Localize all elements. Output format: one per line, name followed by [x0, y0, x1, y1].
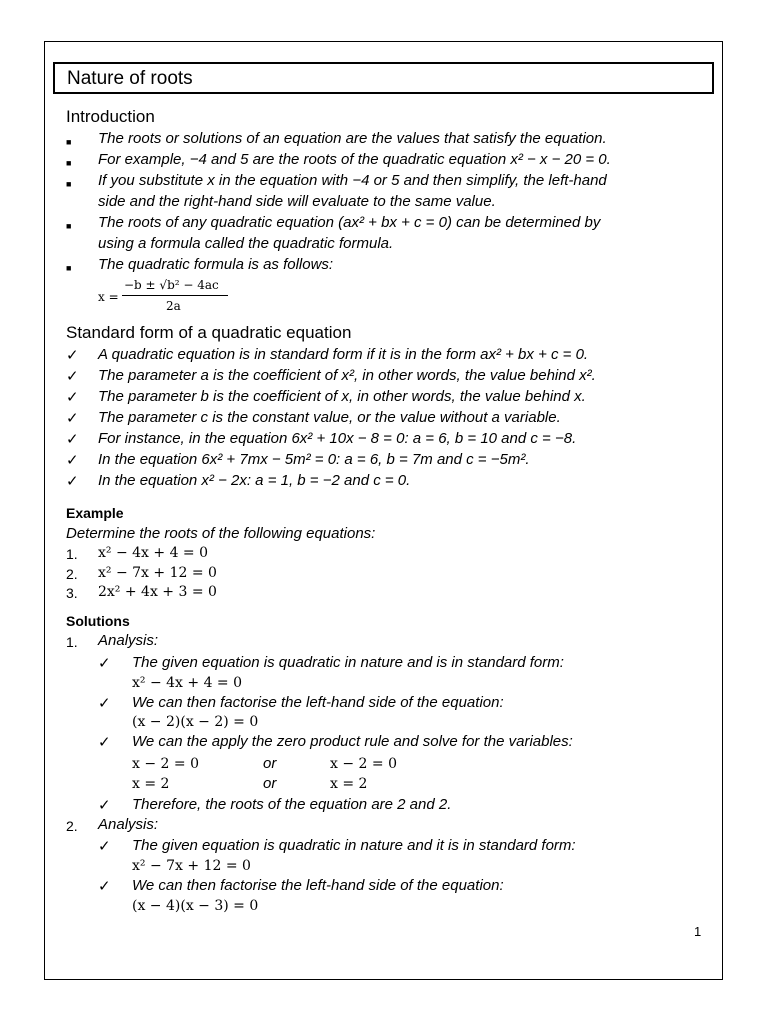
check-icon: ✓ — [98, 877, 111, 895]
page-title: Nature of roots — [67, 68, 193, 89]
intro-line: For example, −4 and 5 are the roots of the quadratic equation x² − x − 20 = 0. — [98, 151, 611, 168]
standard-heading: Standard form of a quadratic equation — [66, 323, 352, 342]
analysis-label: Analysis: — [98, 816, 159, 833]
solution-equation: (x − 2)(x − 2) = 0 — [132, 714, 259, 730]
check-icon: ✓ — [66, 346, 79, 364]
solution-equation: (x − 4)(x − 3) = 0 — [132, 898, 259, 914]
bullet-icon: ■ — [66, 179, 72, 189]
example-heading: Example — [66, 505, 124, 521]
check-icon: ✓ — [66, 430, 79, 448]
intro-line: The quadratic formula is as follows: — [98, 256, 334, 273]
or-label: or — [263, 775, 277, 792]
intro-line: The roots of any quadratic equation (ax² + bx + c = 0) can be determined by — [98, 214, 601, 231]
solution-line: We can then factorise the left-hand side of the equation: — [132, 877, 504, 894]
check-icon: ✓ — [66, 367, 79, 385]
solution-line: We can then factorise the left-hand side of the equation: — [132, 694, 504, 711]
check-icon: ✓ — [98, 837, 111, 855]
intro-heading: Introduction — [66, 107, 155, 126]
solution-equation: x − 2 = 0 — [132, 756, 199, 772]
intro-line: using a formula called the quadratic formula. — [98, 235, 394, 252]
analysis-label: Analysis: — [98, 632, 159, 649]
check-icon: ✓ — [98, 654, 111, 672]
standard-line: The parameter a is the coefficient of x², in other words, the value behind x². — [98, 367, 596, 384]
standard-line: The parameter c is the constant value, or the value without a variable. — [98, 409, 561, 426]
solution-line: The given equation is quadratic in nature and is in standard form: — [132, 654, 564, 671]
solution-equation: x² − 7x + 12 = 0 — [132, 858, 251, 874]
standard-line: In the equation 6x² + 7mx − 5m² = 0: a = 6, b = 7m and c = −5m². — [98, 451, 530, 468]
check-icon: ✓ — [66, 451, 79, 469]
standard-line: For instance, in the equation 6x² + 10x − 8 = 0: a = 6, b = 10 and c = −8. — [98, 430, 577, 447]
solution-line: We can the apply the zero product rule and solve for the variables: — [132, 733, 573, 750]
example-prompt: Determine the roots of the following equations: — [66, 525, 376, 542]
solution-number: 2. — [66, 818, 78, 834]
check-icon: ✓ — [98, 694, 111, 712]
solution-equation: x − 2 = 0 — [330, 756, 397, 772]
intro-line: side and the right-hand side will evaluate to the same value. — [98, 193, 496, 210]
solutions-heading: Solutions — [66, 613, 130, 629]
solution-number: 1. — [66, 634, 78, 650]
or-label: or — [263, 755, 277, 772]
bullet-icon: ■ — [66, 221, 72, 231]
solution-equation: x = 2 — [330, 776, 368, 792]
solution-line: The given equation is quadratic in nature and it is in standard form: — [132, 837, 576, 854]
check-icon: ✓ — [98, 733, 111, 751]
intro-line: The roots or solutions of an equation are the values that satisfy the equation. — [98, 130, 607, 147]
example-number: 2. — [66, 566, 78, 582]
bullet-icon: ■ — [66, 158, 72, 168]
bullet-icon: ■ — [66, 137, 72, 147]
intro-line: If you substitute x in the equation with −4 or 5 and then simplify, the left-hand — [98, 172, 607, 189]
example-number: 3. — [66, 585, 78, 601]
standard-line: A quadratic equation is in standard form if it is in the form ax² + bx + c = 0. — [98, 346, 589, 363]
standard-line: The parameter b is the coefficient of x, in other words, the value behind x. — [98, 388, 586, 405]
check-icon: ✓ — [66, 472, 79, 490]
page-number: 1 — [694, 924, 702, 939]
solution-equation: x² − 4x + 4 = 0 — [132, 675, 243, 691]
check-icon: ✓ — [66, 409, 79, 427]
example-number: 1. — [66, 546, 78, 562]
example-equation: x² − 4x + 4 = 0 — [98, 545, 209, 561]
example-equation: 2x² + 4x + 3 = 0 — [98, 584, 217, 600]
check-icon: ✓ — [66, 388, 79, 406]
check-icon: ✓ — [98, 796, 111, 814]
standard-line: In the equation x² − 2x: a = 1, b = −2 and c = 0. — [98, 472, 411, 489]
example-equation: x² − 7x + 12 = 0 — [98, 565, 217, 581]
title-box — [53, 62, 714, 94]
solution-equation: x = 2 — [132, 776, 170, 792]
solution-line: Therefore, the roots of the equation are 2 and 2. — [132, 796, 452, 813]
bullet-icon: ■ — [66, 263, 72, 273]
